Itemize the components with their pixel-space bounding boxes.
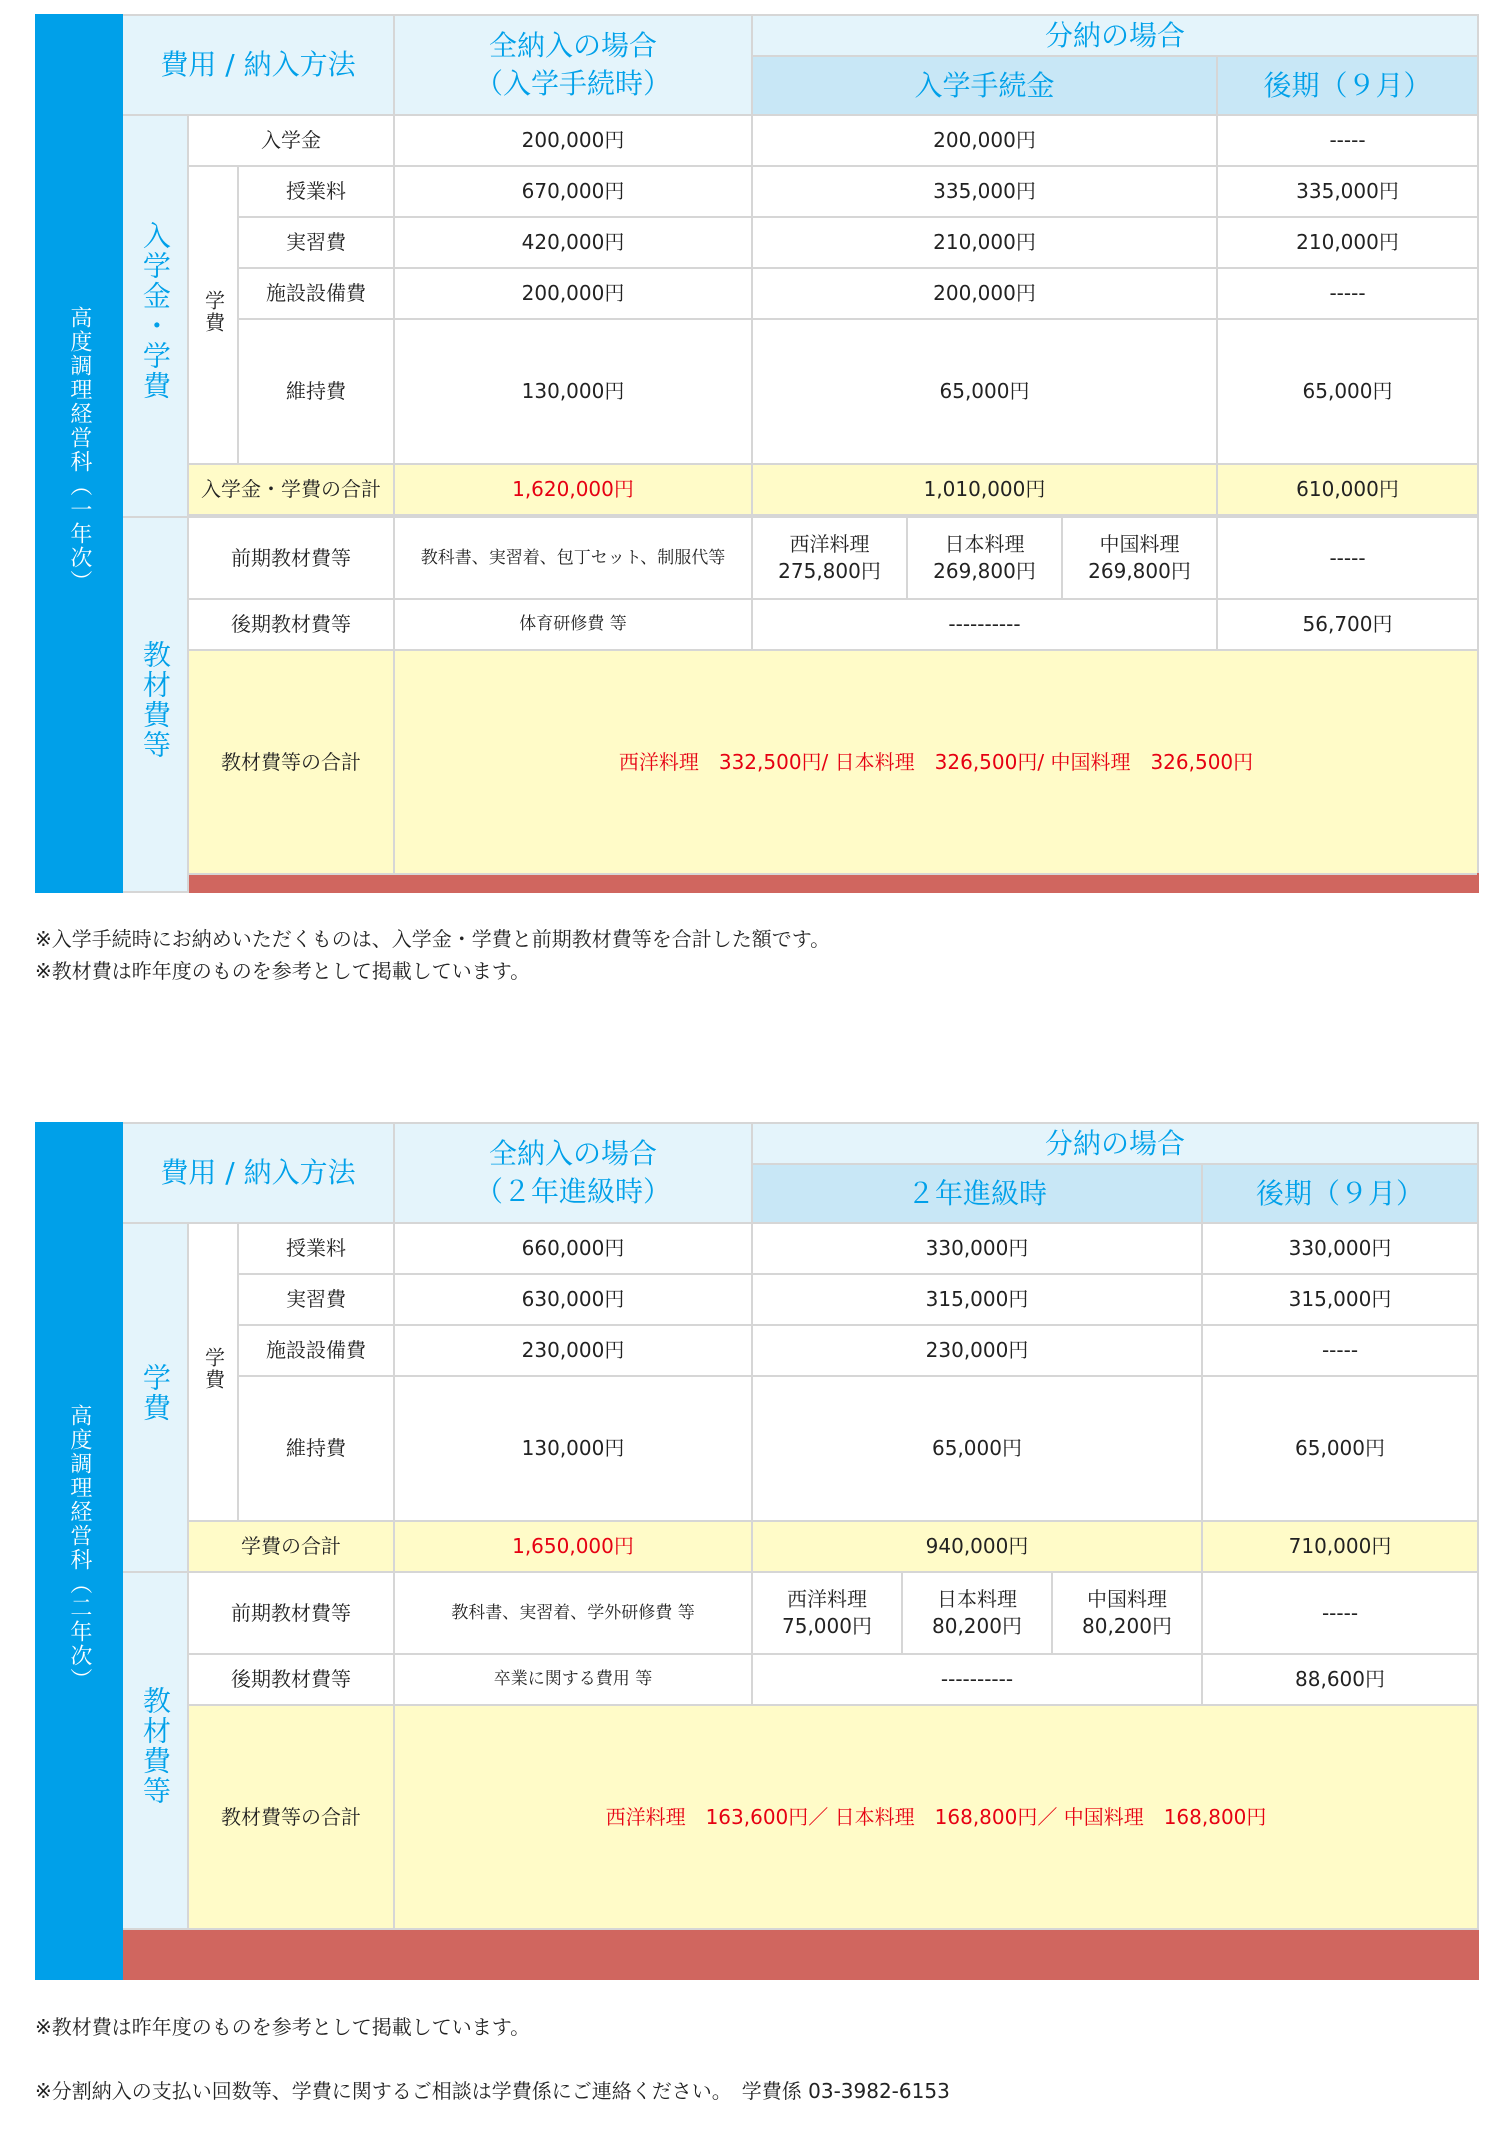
category-materials: 教材費等 (122, 517, 188, 892)
row-label: 実習費 (238, 1274, 394, 1325)
cell-value: 210,000円 (752, 217, 1217, 268)
row-label-kouki: 後期教材費等 (188, 1654, 394, 1705)
zenki-japanese: 日本料理 80,200円 (902, 1572, 1052, 1654)
row-label: 維持費 (238, 1376, 394, 1521)
cell-value: 660,000円 (394, 1223, 752, 1274)
row-label-kouki: 後期教材費等 (188, 599, 394, 650)
total-split-a: 940,000円 (752, 1521, 1202, 1572)
total-label: 学費の合計 (188, 1521, 394, 1572)
cell-value: ----- (1202, 1325, 1478, 1376)
sub-label-gakuhi: 学費 (188, 1223, 238, 1521)
bottom-bar (122, 1929, 1478, 1979)
cell-value: 200,000円 (752, 268, 1217, 319)
cell-value: ----- (1202, 1572, 1478, 1654)
cell-value: 335,000円 (752, 166, 1217, 217)
row-label: 授業料 (238, 1223, 394, 1274)
cell-value: 315,000円 (1202, 1274, 1478, 1325)
cell-value: 420,000円 (394, 217, 752, 268)
department-label: 高度調理経営科（一年次） (36, 15, 122, 892)
zenki-desc: 教科書、実習着、包丁セット、制服代等 (394, 517, 752, 599)
materials-total-value: 西洋料理 163,600円／ 日本料理 168,800円／ 中国料理 168,800円 (394, 1705, 1478, 1929)
zenki-western: 西洋料理 75,000円 (752, 1572, 902, 1654)
cell-value: 670,000円 (394, 166, 752, 217)
row-label-nyugakukin: 入学金 (188, 115, 394, 166)
notes-year2 (35, 2011, 950, 2107)
header-full-payment: 全納入の場合 （入学手続時） (394, 15, 752, 115)
cell-value: ----- (1217, 268, 1478, 319)
fee-table-year1 (35, 14, 1479, 893)
cell-value: 56,700円 (1217, 599, 1478, 650)
department-label: 高度調理経営科（二年次） (36, 1123, 122, 1979)
cell-value: 65,000円 (1217, 319, 1478, 464)
note: ※教材費は昨年度のものを参考として掲載しています。 (35, 959, 531, 983)
materials-total-value: 西洋料理 332,500円/ 日本料理 326,500円/ 中国料理 326,500円 (394, 650, 1478, 874)
cell-value: 200,000円 (394, 115, 752, 166)
category-tuition: 入学金・学費 (122, 115, 188, 517)
row-label: 維持費 (238, 319, 394, 464)
cell-value: 200,000円 (394, 268, 752, 319)
header-split-enrollment: 入学手続金 (752, 56, 1217, 115)
zenki-japanese: 日本料理 269,800円 (907, 517, 1062, 599)
header-full-payment: 全納入の場合 （２年進級時） (394, 1123, 752, 1223)
cell-value: 200,000円 (752, 115, 1217, 166)
row-label-zenki: 前期教材費等 (188, 1572, 394, 1654)
zenki-western: 西洋料理 275,800円 (752, 517, 907, 599)
zenki-chinese: 中国料理 80,200円 (1052, 1572, 1202, 1654)
cell-value: 65,000円 (752, 1376, 1202, 1521)
materials-total-label: 教材費等の合計 (188, 1705, 394, 1929)
note: ※教材費は昨年度のものを参考として掲載しています。 (35, 2015, 531, 2039)
header-split-latter: 後期（９月） (1217, 56, 1478, 115)
cell-value: 210,000円 (1217, 217, 1478, 268)
header-label: 費用 / 納入方法 (122, 15, 394, 115)
category-tuition: 学費 (122, 1223, 188, 1572)
kouki-desc: 卒業に関する費用 等 (394, 1654, 752, 1705)
total-split-a: 1,010,000円 (752, 464, 1217, 515)
header-label: 費用 / 納入方法 (122, 1123, 394, 1223)
total-full: 1,650,000円 (394, 1521, 752, 1572)
fee-table-year1-section (35, 14, 1477, 893)
cell-value: 315,000円 (752, 1274, 1202, 1325)
cell-value: 330,000円 (752, 1223, 1202, 1274)
cell-value: ----- (1217, 517, 1478, 599)
header-split-latter: 後期（９月） (1202, 1164, 1478, 1223)
note: ※入学手続時にお納めいただくものは、入学金・学費と前期教材費等を合計した額です。 (35, 927, 831, 951)
total-split-b: 610,000円 (1217, 464, 1478, 515)
cell-value: 130,000円 (394, 319, 752, 464)
row-label: 施設設備費 (238, 1325, 394, 1376)
header-split-promotion: ２年進級時 (752, 1164, 1202, 1223)
category-materials: 教材費等 (122, 1572, 188, 1929)
notes-year1 (35, 923, 830, 987)
materials-total-label: 教材費等の合計 (188, 650, 394, 874)
header-split-payment: 分納の場合 (752, 1123, 1478, 1164)
fee-table-year2-section (35, 1122, 1477, 1980)
fee-table-year2 (35, 1122, 1479, 1980)
cell-value: 130,000円 (394, 1376, 752, 1521)
cell-value: 65,000円 (1202, 1376, 1478, 1521)
row-label-zenki: 前期教材費等 (188, 517, 394, 599)
row-label: 授業料 (238, 166, 394, 217)
cell-value: 230,000円 (752, 1325, 1202, 1376)
cell-value: 335,000円 (1217, 166, 1478, 217)
sub-label-gakuhi: 学費 (188, 166, 238, 464)
note: ※分割納入の支払い回数等、学費に関するご相談は学費係にご連絡ください。 学費係 03-3982-6153 (35, 2079, 950, 2103)
row-label: 施設設備費 (238, 268, 394, 319)
total-split-b: 710,000円 (1202, 1521, 1478, 1572)
row-label: 実習費 (238, 217, 394, 268)
cell-value: ---------- (752, 1654, 1202, 1705)
cell-value: 230,000円 (394, 1325, 752, 1376)
cell-value: ---------- (752, 599, 1217, 650)
total-full: 1,620,000円 (394, 464, 752, 515)
header-split-payment: 分納の場合 (752, 15, 1478, 56)
zenki-chinese: 中国料理 269,800円 (1062, 517, 1217, 599)
zenki-desc: 教科書、実習着、学外研修費 等 (394, 1572, 752, 1654)
cell-value: 88,600円 (1202, 1654, 1478, 1705)
cell-value: 630,000円 (394, 1274, 752, 1325)
kouki-desc: 体育研修費 等 (394, 599, 752, 650)
cell-value: 330,000円 (1202, 1223, 1478, 1274)
bottom-bar (188, 874, 1478, 892)
cell-value: ----- (1217, 115, 1478, 166)
cell-value: 65,000円 (752, 319, 1217, 464)
total-label: 入学金・学費の合計 (188, 464, 394, 515)
